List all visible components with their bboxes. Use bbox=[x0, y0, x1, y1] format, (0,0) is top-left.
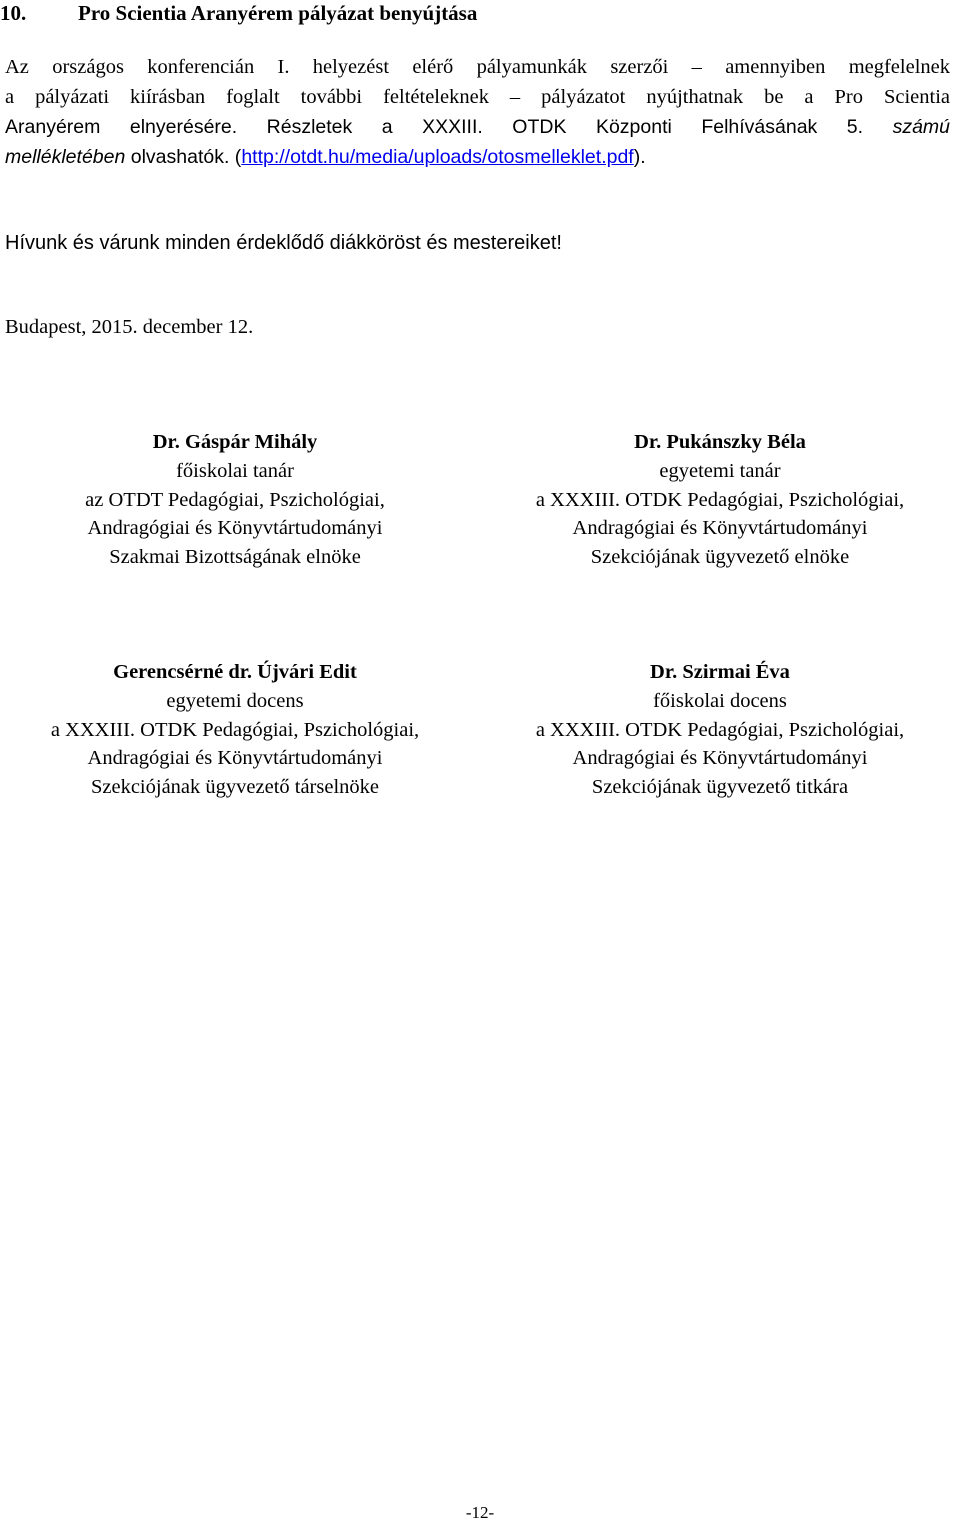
paragraph-line-3 bbox=[5, 114, 950, 140]
signatory-title: főiskolai docens bbox=[653, 689, 787, 712]
signatory-role-line: Andragógiai és Könyvtártudományi bbox=[572, 747, 868, 770]
place-date: Budapest, 2015. december 12. bbox=[5, 316, 254, 338]
signatory-block-4 bbox=[485, 658, 955, 802]
signatory-role-line: Andragógiai és Könyvtártudományi bbox=[87, 517, 383, 540]
signatory-role-line: az OTDT Pedagógiai, Pszichológiai, bbox=[85, 488, 385, 511]
signatory-block-2 bbox=[485, 428, 955, 572]
page-number: -12- bbox=[465, 1503, 495, 1522]
signatory-name: Gerencsérné dr. Újvári Edit bbox=[113, 661, 357, 683]
signatory-title: egyetemi tanár bbox=[659, 459, 781, 482]
signatory-role-line: Szekciójának ügyvezető titkára bbox=[591, 776, 849, 799]
signatory-role-line: Szekciójának ügyvezető társelnöke bbox=[90, 776, 380, 799]
signatory-name: Dr. Pukánszky Béla bbox=[634, 431, 806, 453]
signatory-role-line: a XXXIII. OTDK Pedagógiai, Pszichológiai, bbox=[535, 718, 905, 741]
signatory-title: egyetemi docens bbox=[166, 689, 304, 712]
signatory-name: Dr. Szirmai Éva bbox=[650, 661, 790, 683]
paragraph-line-4-end: ). bbox=[633, 146, 646, 168]
signatory-role-line: Szekciójának ügyvezető elnöke bbox=[590, 546, 850, 569]
signatory-name: Dr. Gáspár Mihály bbox=[152, 431, 318, 453]
signatory-block-1 bbox=[0, 428, 470, 572]
signatory-role-line: Andragógiai és Könyvtártudományi bbox=[572, 517, 868, 540]
paragraph-line-4 bbox=[5, 144, 646, 170]
section-number: 10. bbox=[0, 1, 27, 25]
paragraph-line-4-text: olvashatók. ( bbox=[130, 146, 242, 168]
signatory-role-line: Andragógiai és Könyvtártudományi bbox=[87, 747, 383, 770]
paragraph-line-1: Az országos konferencián I. helyezést elérő pályamunkák szerzői – amennyiben megfelelnek bbox=[5, 56, 950, 78]
paragraph-line-2: a pályázati kiírásban foglalt további feltételeknek – pályázatot nyújthatnak be a Pro Scientia bbox=[5, 86, 950, 108]
paragraph-line-3-italic: számú bbox=[892, 116, 951, 138]
paragraph-line-3-text: Aranyérem elnyerésére. Részletek a XXXIII. OTDK Központi Felhívásának 5. bbox=[5, 116, 864, 138]
signatory-block-3 bbox=[0, 658, 470, 802]
paragraph-line-4-italic: mellékletében bbox=[5, 146, 126, 168]
signatory-role-line: a XXXIII. OTDK Pedagógiai, Pszichológiai, bbox=[50, 718, 420, 741]
section-title: Pro Scientia Aranyérem pályázat benyújtása bbox=[78, 1, 478, 25]
signatory-role-line: a XXXIII. OTDK Pedagógiai, Pszichológiai, bbox=[535, 488, 905, 511]
signatory-title: főiskolai tanár bbox=[176, 459, 294, 482]
invitation-text: Hívunk és várunk minden érdeklődő diákköröst és mestereiket! bbox=[5, 232, 562, 254]
signatory-role-line: Szakmai Bizottságának elnöke bbox=[109, 546, 361, 569]
section-heading bbox=[0, 0, 477, 26]
annex-link[interactable]: http://otdt.hu/media/uploads/otosmelleklet.pdf bbox=[241, 146, 634, 168]
